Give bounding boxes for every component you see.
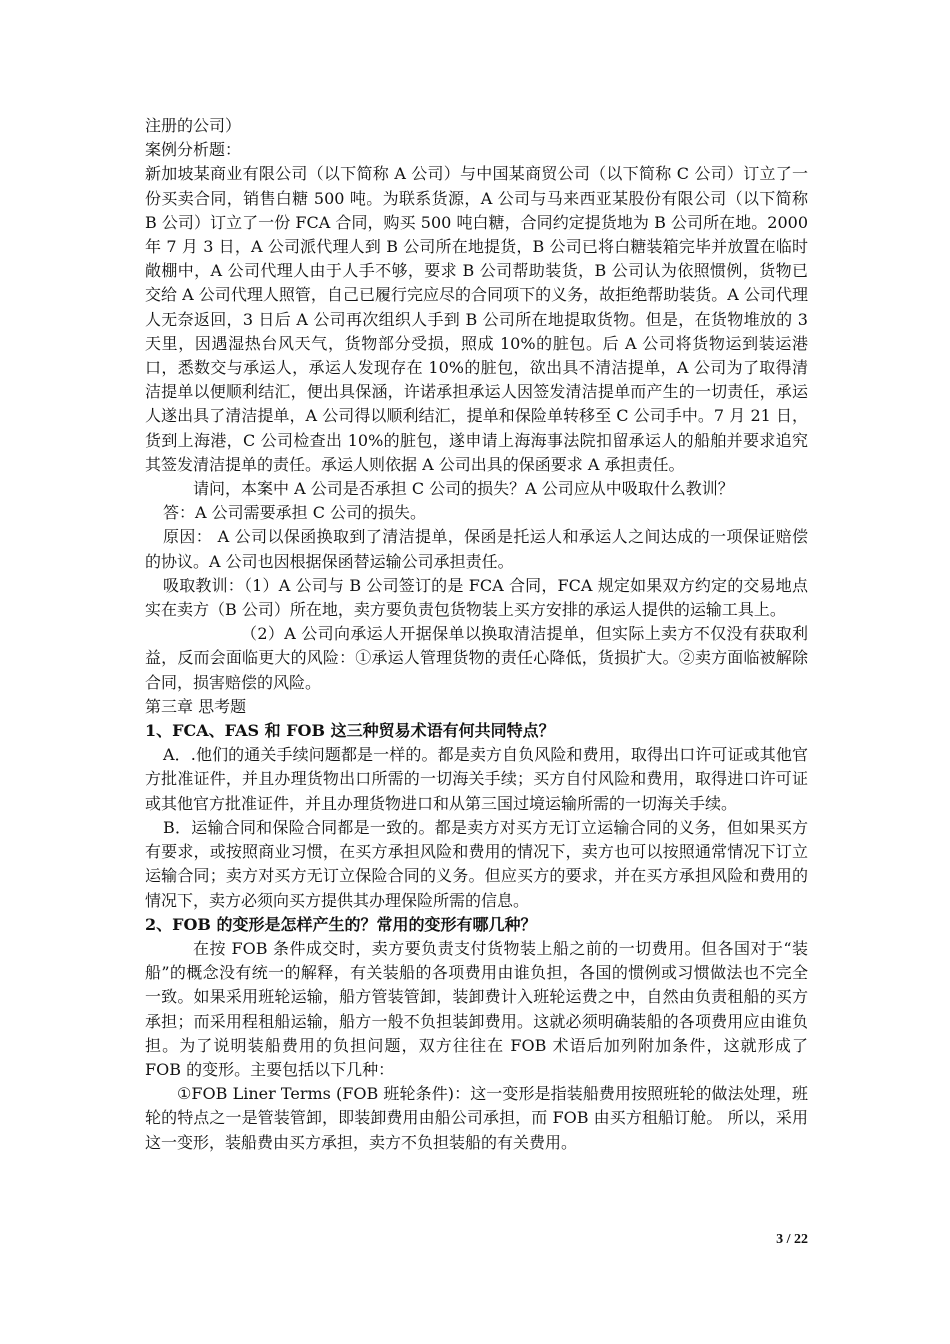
paragraph-point-a: A．.他们的通关手续问题都是一样的。都是卖方自负风险和费用，取得出口许可证或其他官方批准证件，并且办理货物出口所需的一切海关手续；买方自付风险和费用，取得进口许可证或其他官方批准证件，并且办理货物进口和从第三国过境运输所需的一切海关手续。: [145, 745, 808, 813]
question-heading-2: 2、FOB 的变形是怎样产生的？常用的变形有哪几种？: [145, 914, 537, 934]
paragraph-question: 请问，本案中 A 公司是否承担 C 公司的损失？A 公司应从中吸取什么教训？: [193, 479, 734, 499]
paragraph-point-b: B．运输合同和保险合同都是一致的。都是卖方对买方无订立运输合同的义务，但如果买方有要求，或按照商业习惯，在买方承担风险和费用的情况下，卖方也可以按照通常情况下订立运输合同；卖方对买方无订立保险合同的义务。但应买方的要求，并在买方承担风险和费用的情况下，卖方必须向买方提供其办理保险所需的信息。: [145, 817, 808, 910]
paragraph-case-description: 新加坡某商业有限公司（以下简称 A 公司）与中国某商贸公司（以下简称 C 公司）订立了一份买卖合同，销售白糖 500 吨。为联系货源，A 公司与马来西亚某股份有限公司（以下简称 B 公司）订立了一份 FCA 合同，购买 500 吨白糖，合同约定提货地为 B 公司所在地。2000 年 7 月 3 日，A 公司派代理人到 B 公司所在地提货，B 公司已将白糖装箱完毕并放置在临时敞棚中，A 公司代理人由于人手不够，要求 B 公司帮助装货，B 公司认为依照惯例，货物已交给 A 公司代理人照管，自己已履行完应尽的合同项下的义务，故拒绝帮助装货。A 公司代理人无奈返回，3 日后 A 公司再次组织人手到 B 公司所在地提取货物。但是，在货物堆放的 3 天里，因遇湿热台风天气，货物部分受损，照成 10%的脏包。后 A 公司将货物运到装运港口，悉数交与承运人，承运人发现存在 10%的脏包，欲出具不清洁提单，A 公司为了取得清洁提单以便顺利结汇，便出具保涵，许诺承担承运人因签发清洁提单而产生的一切责任，承运人遂出具了清洁提单，A 公司得以顺利结汇，提单和保险单转移至 C 公司手中。7 月 21 日，货到上海港，C 公司检查出 10%的脏包，遂申请上海海事法院扣留承运人的船舶并要求追究其签发清洁提单的责任。承运人则依据 A 公司出具的保函要求 A 承担责任。: [145, 164, 808, 474]
paragraph-answer: 答：A 公司需要承担 C 公司的损失。: [163, 503, 427, 523]
paragraph-lesson-1: 吸取教训：（1）A 公司与 B 公司签订的是 FCA 合同，FCA 规定如果双方约定的交易地点实在卖方（B 公司）所在地，卖方要负责包货物装上买方安排的承运人提供的运输工具上。: [145, 575, 808, 620]
paragraph-fob-liner-terms: ①FOB Liner Terms (FOB 班轮条件)：这一变形是指装船费用按照班轮的做法处理，班轮的特点之一是管装管卸，即装卸费用由船公司承担，而 FOB 由买方租船订舱。 所以，采用这一变形，装船费由买方承担，卖方不负担装船的有关费用。: [145, 1084, 808, 1152]
page-content: [145, 114, 808, 1155]
chapter-heading: 第三章 思考题: [145, 696, 247, 716]
page-number: 3 / 22: [776, 1232, 808, 1247]
paragraph-lesson-2: （2）A 公司向承运人开据保单以换取清洁提单，但实际上卖方不仅没有获取利益，反而会面临更大的风险：①承运人管理货物的责任心降低，货损扩大。②卖方面临被解除合同，损害赔偿的风险。: [145, 624, 808, 692]
paragraph-registered-company: 注册的公司）: [145, 116, 242, 135]
paragraph-fob-variants: 在按 FOB 条件成交时，卖方要负责支付货物装上船之前的一切费用。但各国对于“装船”的概念没有统一的解释，有关装船的各项费用由谁负担，各国的惯例或习惯做法也不完全一致。如果采用班轮运输，船方管装管卸，装卸费计入班轮运费之中，自然由负责租船的买方承担；而采用程租船运输，船方一般不负担装卸费用。这就必须明确装船的各项费用应由谁负担。为了说明装船费用的负担问题，双方往往在 FOB 术语后加列附加条件，这就形成了 FOB 的变形。主要包括以下几种：: [145, 938, 808, 1079]
question-heading-1: 1、FCA、FAS 和 FOB 这三种贸易术语有何共同特点？: [145, 721, 555, 741]
paragraph-reason: 原因： A 公司以保函换取到了清洁提单，保函是托运人和承运人之间达成的一项保证赔偿的协议。A 公司也因根据保函替运输公司承担责任。: [145, 527, 808, 571]
section-heading-case-analysis: 案例分析题：: [145, 140, 242, 160]
